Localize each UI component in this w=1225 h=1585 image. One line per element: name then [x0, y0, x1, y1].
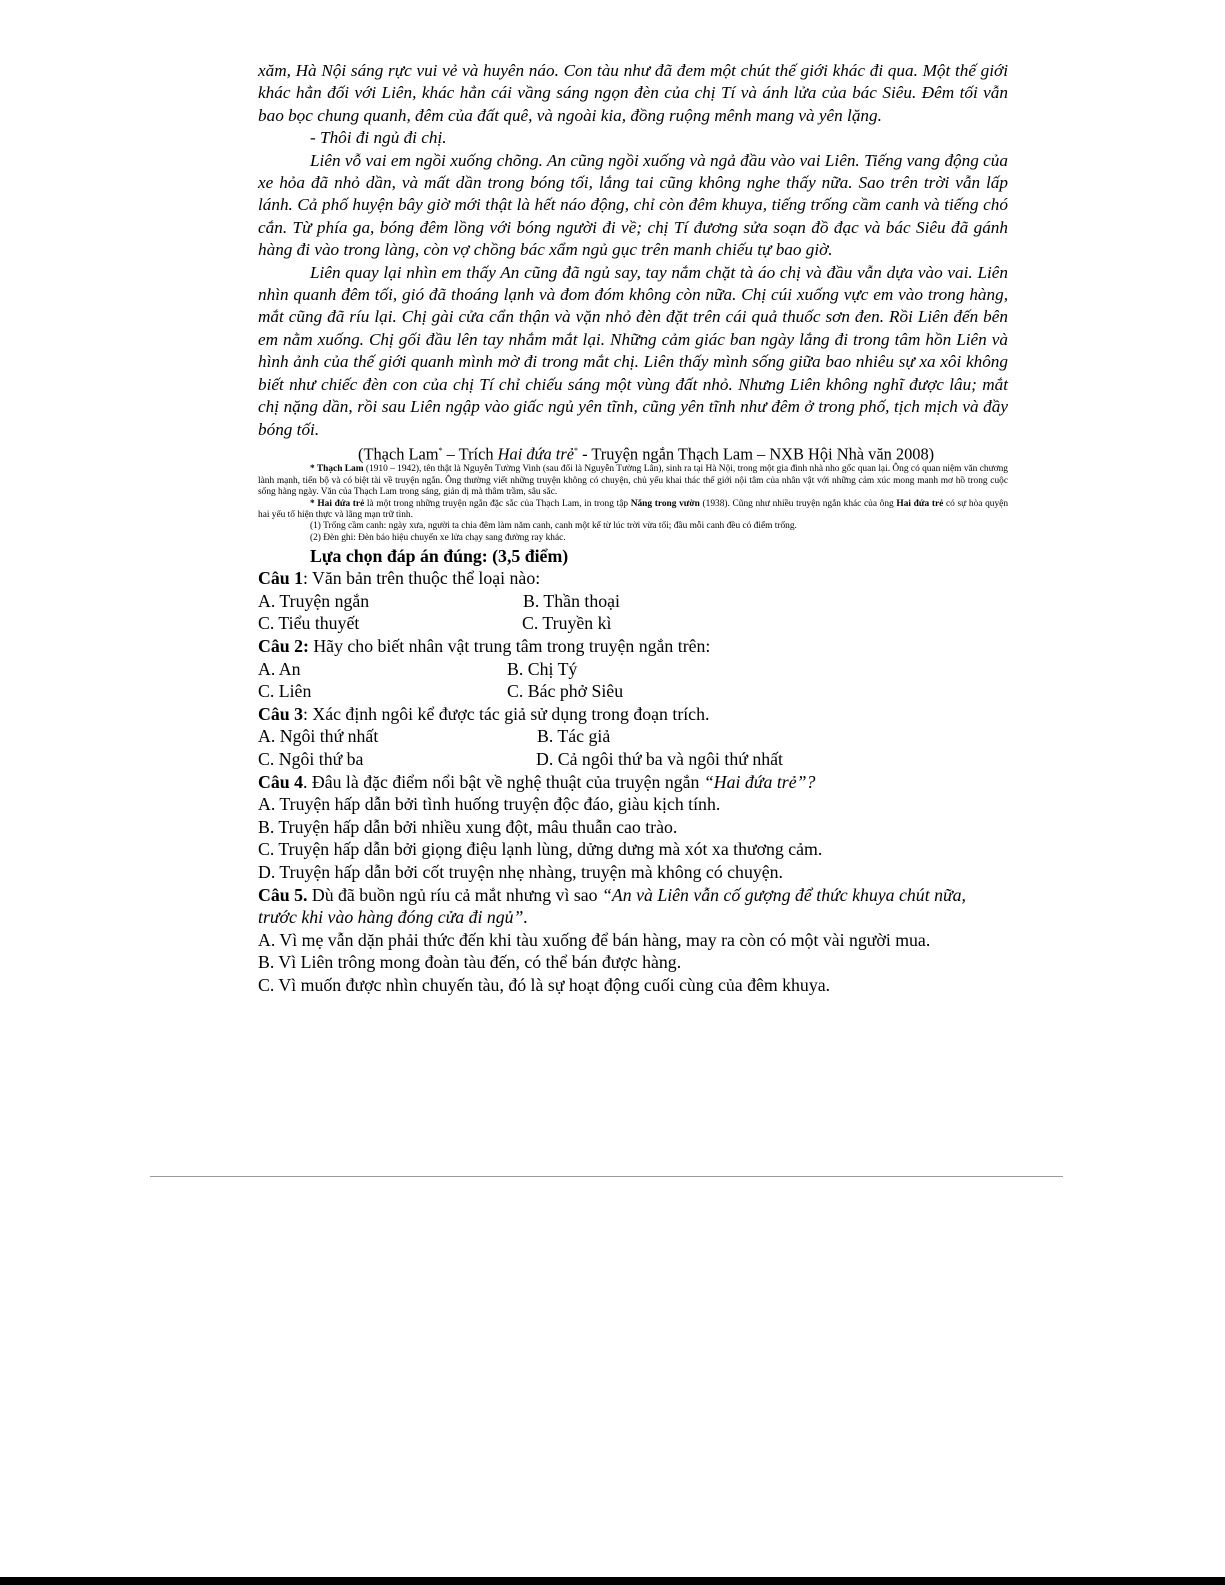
footnote-work-name: * Hai đứa trẻ: [310, 498, 365, 509]
question-2-text: Hãy cho biết nhân vật trung tâm trong truyện ngắn trên:: [308, 636, 711, 656]
footnote-1: (1) Trống cầm canh: ngày xưa, người ta chia đêm làm năm canh, canh một kể từ lúc trời vừa tối; đầu mỗi canh đều có điểm trống.: [310, 521, 797, 532]
q4-option-c: C. Truyện hấp dẫn bởi giọng điệu lạnh lùng, dửng dưng mà xót xa thương cảm.: [258, 839, 823, 860]
bottom-edge-bar: [0, 1577, 1225, 1585]
q1-option-c: C. Tiểu thuyết: [258, 613, 360, 634]
question-3-text: : Xác định ngôi kể được tác giả sử dụng trong đoạn trích.: [302, 703, 710, 724]
citation: [258, 441, 1008, 464]
citation-star-2: *: [574, 445, 578, 455]
passage-paragraph-3: Liên quay lại nhìn em thấy An cũng đã ngủ say, tay nắm chặt tà áo chị và đầu vẫn dựa vào vai. Liên nhìn quanh đêm tối, gió đã thoáng lạnh và đom đóm không còn nữa. Chị cúi xuống vực em vào trong hàng, mắt cũng đã ríu lại. Chị gài cửa cẩn thận và vặn nhỏ đèn đặt trên cái quả thuốc sơn đen. Rồi Liên đến bên em nằm xuống. Chị gối đầu lên tay nhắm mắt lại. Những cảm giác ban ngày lắng đi trong tâm hồn Liên và hình ảnh của thế giới quanh mình mờ đi trong mắt chị. Liên thấy mình sống giữa bao nhiêu sự xa xôi không biết như chiếc đèn con của chị Tí chỉ chiếu sáng một vùng đất nhỏ. Nhưng Liên không nghĩ được lâu; mắt chị nặng dần, rồi sau Liên ngập vào giấc ngủ yên tĩnh, cũng yên tĩnh như đêm ở trong phố, tịch mịch và đầy bóng tối.: [258, 262, 1008, 439]
question-3-options-row-1: [258, 725, 1008, 748]
passage-paragraph-2: Liên vỗ vai em ngồi xuống chõng. An cũng ngồi xuống và ngả đầu vào vai Liên. Tiếng vang động của xe hỏa đã nhỏ dần, và mất dần trong bóng tối, lắng tai cũng không nghe thấy nữa. Sao trên trời vẫn lấp lánh. Cả phố huyện bây giờ mới thật là hết náo động, chỉ còn đêm khuya, tiếng trống cầm canh và tiếng chó cắn. Từ phía ga, bóng đêm lồng với bóng người đi về; chị Tí đương sửa soạn đồ đạc và bác Siêu đã gánh hàng đi vào trong làng, còn vợ chồng bác xẩm ngủ gục trên manh chiếu tự bao giờ.: [258, 150, 1008, 260]
passage-paragraph-1: xăm, Hà Nội sáng rực vui vẻ và huyên náo. Con tàu như đã đem một chút thế giới khác đi qua. Một thế giới khác hẳn đối với Liên, khác hẳn cái vầng sáng ngọn đèn của chị Tí và ánh lửa của bác Siêu. Đêm tối vẫn bao bọc chung quanh, đêm của đất quê, và ngoài kia, đồng ruộng mênh mang và yên lặng.: [258, 61, 1008, 125]
question-1-label: Câu 1: [258, 568, 303, 589]
q2-option-c: C. Liên: [258, 681, 312, 702]
question-3-options-row-2: [258, 748, 1008, 771]
citation-source: - Truyện ngắn Thạch Lam – NXB Hội Nhà văn 2008): [578, 444, 935, 464]
question-5-quote: “An và Liên vẫn cố gượng để thức khuya chút nữa, trước khi vào hàng đóng cửa đi ngủ”.: [258, 884, 967, 928]
q5-option-b: B. Vì Liên trông mong đoàn tàu đến, có thể bán được hàng.: [258, 952, 682, 973]
question-2-label: Câu 2:: [258, 636, 309, 656]
footnote-work-name-2: Hai đứa trẻ: [896, 498, 944, 509]
document-content: [258, 60, 1008, 997]
citation-author: (Thạch Lam: [358, 444, 439, 464]
q1-option-a: A. Truyện ngắn: [258, 590, 370, 611]
q4-option-b: B. Truyện hấp dẫn bởi nhiều xung đột, mâu thuẫn cao trào.: [258, 816, 678, 837]
footnote-author-name: * Thạch Lam: [310, 464, 364, 475]
q2-option-a: A. An: [258, 658, 301, 679]
q5-option-a: A. Vì mẹ vẫn dặn phải thức đến khi tàu xuống để bán hàng, may ra còn có một vài người mua.: [258, 929, 931, 950]
question-3: [258, 703, 1008, 726]
footnote-work-text-a: là một trong những truyện ngắn đặc sắc của Thạch Lam, in trong tập: [364, 498, 631, 509]
q3-option-b: B. Tác giả: [537, 726, 611, 747]
question-3-label: Câu 3: [258, 703, 303, 724]
q1-option-d: C. Truyền kì: [522, 613, 612, 634]
footnote-work-text-c: có sự hòa quyện hai yếu tố hiện thực và lãng mạn trữ tình.: [258, 498, 1009, 520]
question-2-options-row-2: [258, 680, 1008, 703]
question-2: [258, 635, 1008, 658]
question-1-options-row-1: [258, 590, 1008, 613]
passage-dialog: - Thôi đi ngủ đi chị.: [310, 128, 447, 148]
question-1-options-row-2: [258, 612, 1008, 635]
page-divider: [150, 1176, 1063, 1177]
citation-work: Hai đứa trẻ: [497, 444, 574, 464]
q5-option-c: C. Vì muốn được nhìn chuyến tàu, đó là sự hoạt động cuối cùng của đêm khuya.: [258, 974, 831, 995]
footnote-author-text: (1910 – 1942), tên thật là Nguyễn Tường Vinh (sau đổi là Nguyễn Tường Lân), sinh ra tại Hà Nội, trong một gia đình nhà nho gốc quan lại. Ông có quan niệm văn chương lành mạnh, tiến bộ và có biệt tài về truyện ngắn. Ông thường viết những truyện không có chuyện, chủ yếu khai thác thế giới nội tâm của nhân vật với những cảm xúc mong manh mơ hồ trong cuộc sống hàng ngày. Văn của Thạch Lam trong sáng, giản dị mà thâm trầm, sâu sắc.: [258, 464, 1008, 498]
citation-star: *: [438, 445, 443, 455]
q3-option-c: C. Ngôi thứ ba: [258, 748, 364, 769]
question-5-label: Câu 5.: [258, 884, 308, 905]
question-1: [258, 567, 1008, 590]
question-4-text: . Đâu là đặc điểm nổi bật về nghệ thuật của truyện ngắn: [302, 771, 704, 792]
question-1-text: : Văn bản trên thuộc thể loại nào:: [302, 568, 541, 589]
footnote-collection-name: Nắng trong vườn: [630, 498, 700, 509]
q4-option-d: D. Truyện hấp dẫn bởi cốt truyện nhẹ nhàng, truyện mà không có chuyện.: [258, 861, 783, 882]
q1-option-b: B. Thần thoại: [523, 590, 620, 611]
q2-option-d: C. Bác phở Siêu: [507, 681, 624, 702]
footnote-work: [258, 499, 1008, 522]
q4-option-a: A. Truyện hấp dẫn bởi tình huống truyện độc đáo, giàu kịch tính.: [258, 794, 721, 815]
q3-option-d: D. Cả ngôi thứ ba và ngôi thứ nhất: [536, 748, 783, 769]
question-4-label: Câu 4: [258, 771, 303, 792]
question-4-quote: “Hai đứa trẻ”?: [703, 771, 816, 792]
footnote-2: (2) Đèn ghi: Đèn báo hiệu chuyến xe lửa chạy sang đường ray khác.: [310, 532, 566, 543]
quiz-title: Lựa chọn đáp án đúng: (3,5 điểm): [310, 546, 569, 567]
citation-mid: – Trích: [442, 444, 498, 464]
footnote-author: [258, 464, 1008, 498]
question-5: [258, 884, 1008, 929]
question-2-options-row-1: [258, 658, 1008, 681]
question-4: [258, 771, 1008, 794]
q2-option-b: B. Chị Tý: [507, 658, 578, 679]
q3-option-a: A. Ngôi thứ nhất: [258, 726, 379, 747]
question-5-text: Dù đã buồn ngủ ríu cả mắt nhưng vì sao: [307, 884, 602, 905]
footnote-work-text-b: (1938). Cũng như nhiều truyện ngắn khác của ông: [699, 498, 897, 509]
